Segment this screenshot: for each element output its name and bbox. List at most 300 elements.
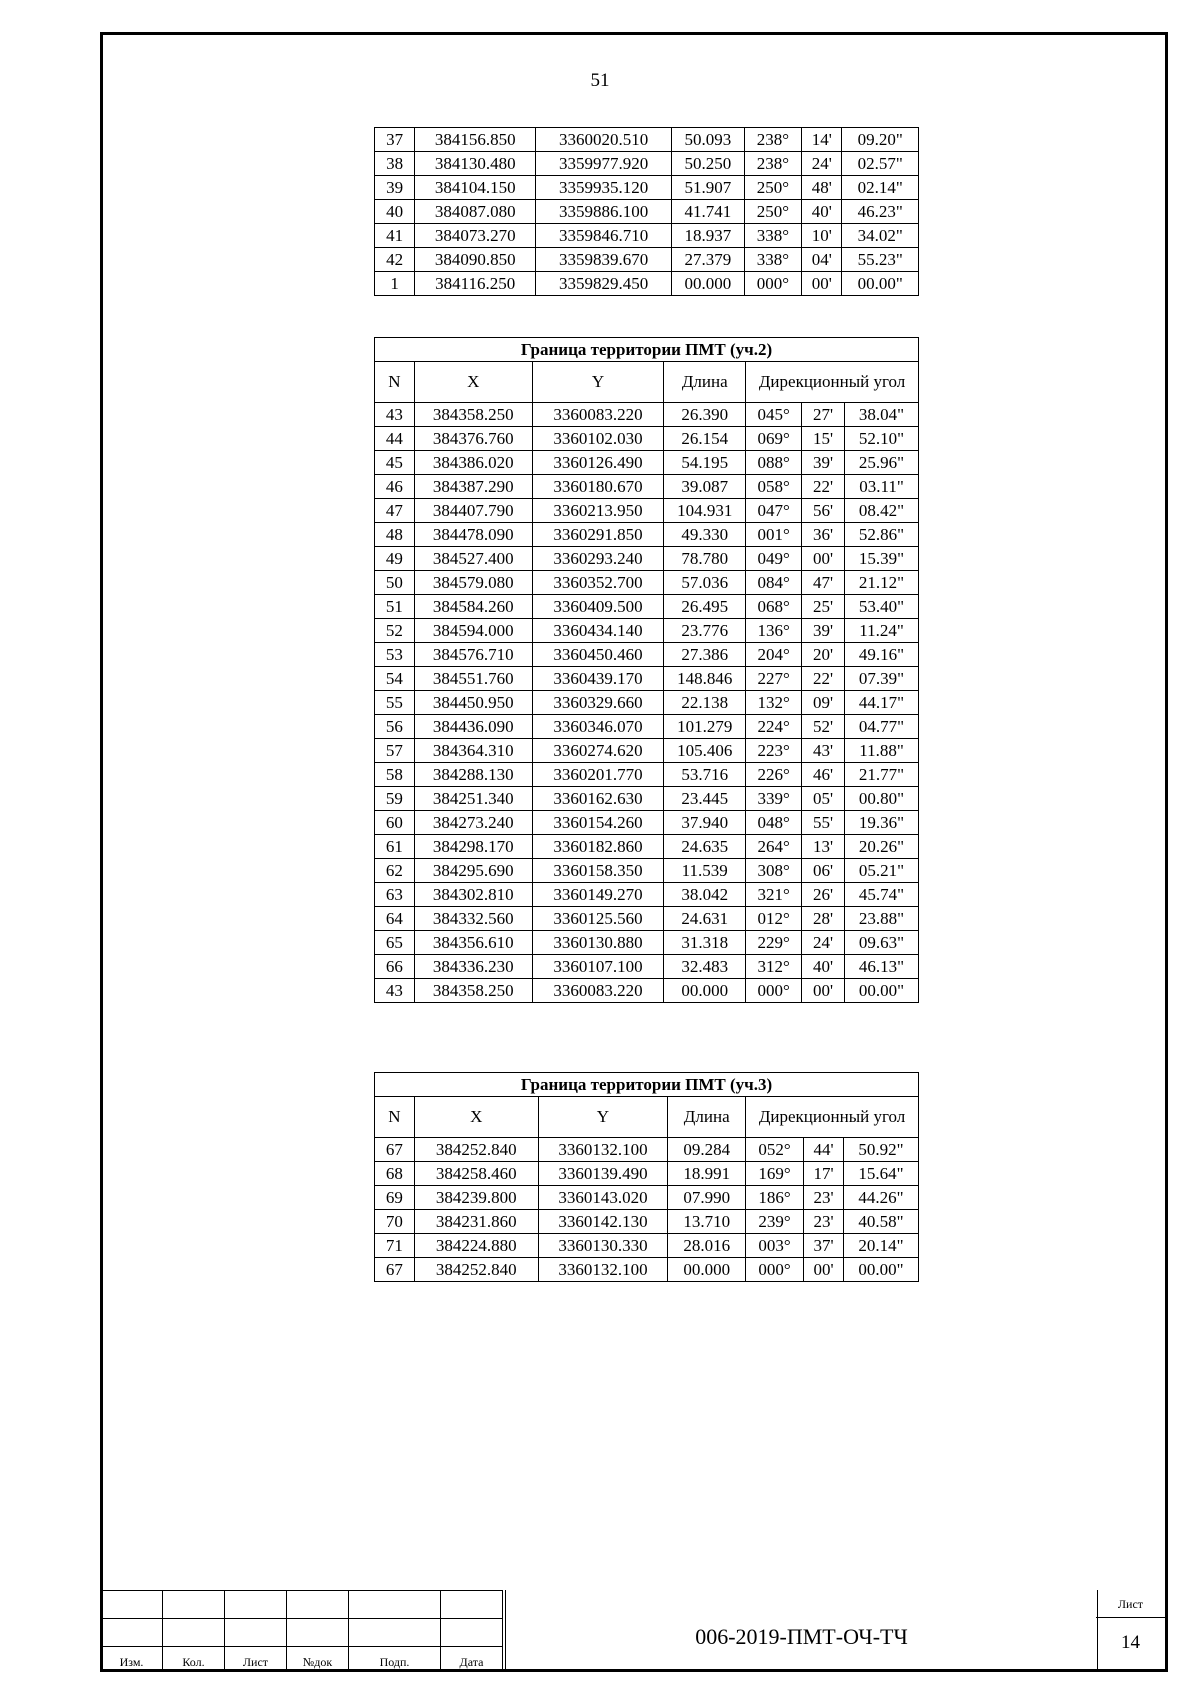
- cell-seconds: 00.00": [845, 979, 919, 1003]
- cell-n: 69: [375, 1186, 415, 1210]
- cell-n: 58: [375, 763, 415, 787]
- cell-length: 50.250: [672, 152, 745, 176]
- table-row: [375, 499, 919, 523]
- cell-length: 18.937: [672, 224, 745, 248]
- cell-length: 09.284: [668, 1138, 746, 1162]
- cell-n: 53: [375, 643, 415, 667]
- revision-grid: [100, 1590, 503, 1671]
- cell-seconds: 40.58": [844, 1210, 919, 1234]
- cell-y: 3360291.850: [532, 523, 664, 547]
- table-row: [375, 715, 919, 739]
- table-row: [375, 571, 919, 595]
- cell-seconds: 04.77": [845, 715, 919, 739]
- cell-degrees: 048°: [746, 811, 802, 835]
- cell-length: 51.907: [672, 176, 745, 200]
- cell-seconds: 05.21": [845, 859, 919, 883]
- cell-minutes: 55': [802, 811, 845, 835]
- cell-n: 44: [375, 427, 415, 451]
- table-3-title: Граница территории ПМТ (уч.3): [375, 1073, 919, 1097]
- stamp-column-label: Дата: [441, 1647, 503, 1671]
- cell-degrees: 238°: [744, 128, 801, 152]
- cell-seconds: 21.77": [845, 763, 919, 787]
- cell-degrees: 045°: [746, 403, 802, 427]
- cell-length: 31.318: [664, 931, 746, 955]
- table-row: [375, 739, 919, 763]
- cell-length: 105.406: [664, 739, 746, 763]
- cell-length: 148.846: [664, 667, 746, 691]
- cell-length: 32.483: [664, 955, 746, 979]
- cell-seconds: 45.74": [845, 883, 919, 907]
- cell-y: 3360201.770: [532, 763, 664, 787]
- cell-x: 384130.480: [415, 152, 536, 176]
- cell-x: 384551.760: [414, 667, 532, 691]
- stamp-column-label: №док: [287, 1647, 349, 1671]
- cell-degrees: 229°: [746, 931, 802, 955]
- cell-seconds: 46.13": [845, 955, 919, 979]
- cell-y: 3359935.120: [536, 176, 672, 200]
- cell-seconds: 38.04": [845, 403, 919, 427]
- cell-length: 28.016: [668, 1234, 746, 1258]
- cell-length: 24.635: [664, 835, 746, 859]
- cell-seconds: 02.57": [842, 152, 919, 176]
- cell-y: 3360450.460: [532, 643, 664, 667]
- header-x: X: [414, 362, 532, 403]
- table-row: [375, 451, 919, 475]
- cell-y: 3359846.710: [536, 224, 672, 248]
- cell-n: 68: [375, 1162, 415, 1186]
- cell-degrees: 132°: [746, 691, 802, 715]
- cell-y: 3360139.490: [538, 1162, 668, 1186]
- cell-length: 18.991: [668, 1162, 746, 1186]
- cell-n: 40: [375, 200, 415, 224]
- cell-x: 384073.270: [415, 224, 536, 248]
- cell-x: 384295.690: [414, 859, 532, 883]
- page-number: 51: [590, 70, 610, 91]
- table-row: [375, 859, 919, 883]
- cell-minutes: 22': [802, 475, 845, 499]
- cell-x: 384407.790: [414, 499, 532, 523]
- title-block: [100, 1590, 1168, 1672]
- cell-minutes: 52': [802, 715, 845, 739]
- cell-minutes: 40': [802, 955, 845, 979]
- cell-n: 67: [375, 1258, 415, 1282]
- sheet-label: Лист: [1096, 1590, 1165, 1618]
- cell-y: 3360434.140: [532, 619, 664, 643]
- cell-x: 384298.170: [414, 835, 532, 859]
- cell-minutes: 00': [802, 979, 845, 1003]
- cell-n: 46: [375, 475, 415, 499]
- cell-minutes: 22': [802, 667, 845, 691]
- cell-n: 59: [375, 787, 415, 811]
- cell-seconds: 19.36": [845, 811, 919, 835]
- stamp-column-label: Кол.: [163, 1647, 225, 1671]
- cell-length: 101.279: [664, 715, 746, 739]
- cell-degrees: 084°: [746, 571, 802, 595]
- document-code: 006-2019-ПМТ-ОЧ-ТЧ: [505, 1590, 1098, 1672]
- cell-y: 3360083.220: [532, 403, 664, 427]
- cell-degrees: 321°: [746, 883, 802, 907]
- cell-minutes: 44': [804, 1138, 844, 1162]
- cell-x: 384302.810: [414, 883, 532, 907]
- cell-n: 37: [375, 128, 415, 152]
- table-row: [375, 1210, 919, 1234]
- stamp-column-label: Подп.: [349, 1647, 441, 1671]
- cell-length: 38.042: [664, 883, 746, 907]
- cell-minutes: 20': [802, 643, 845, 667]
- cell-y: 3360346.070: [532, 715, 664, 739]
- table-row: [375, 200, 919, 224]
- table-row: [375, 1186, 919, 1210]
- cell-seconds: 00.00": [844, 1258, 919, 1282]
- cell-degrees: 250°: [744, 176, 801, 200]
- cell-n: 52: [375, 619, 415, 643]
- cell-x: 384252.840: [414, 1138, 538, 1162]
- sheet-box: [1096, 1590, 1165, 1669]
- table-row: [375, 619, 919, 643]
- table-row: [375, 475, 919, 499]
- cell-degrees: 186°: [746, 1186, 804, 1210]
- stamp-column-label: Лист: [225, 1647, 287, 1671]
- cell-minutes: 46': [802, 763, 845, 787]
- cell-length: 24.631: [664, 907, 746, 931]
- cell-x: 384450.950: [414, 691, 532, 715]
- cell-n: 39: [375, 176, 415, 200]
- cell-x: 384436.090: [414, 715, 532, 739]
- cell-seconds: 11.88": [845, 739, 919, 763]
- table-row: [375, 811, 919, 835]
- coordinates-table-3: [374, 1072, 919, 1282]
- cell-minutes: 48': [802, 176, 842, 200]
- cell-y: 3360182.860: [532, 835, 664, 859]
- cell-seconds: 25.96": [845, 451, 919, 475]
- cell-n: 43: [375, 403, 415, 427]
- table-2-title: Граница территории ПМТ (уч.2): [375, 338, 919, 362]
- cell-minutes: 39': [802, 451, 845, 475]
- cell-x: 384116.250: [415, 272, 536, 296]
- cell-y: 3360126.490: [532, 451, 664, 475]
- cell-minutes: 24': [802, 931, 845, 955]
- cell-y: 3360125.560: [532, 907, 664, 931]
- cell-seconds: 21.12": [845, 571, 919, 595]
- cell-minutes: 14': [802, 128, 842, 152]
- cell-length: 00.000: [664, 979, 746, 1003]
- cell-degrees: 227°: [746, 667, 802, 691]
- cell-degrees: 250°: [744, 200, 801, 224]
- header-length: Длина: [664, 362, 746, 403]
- cell-length: 104.931: [664, 499, 746, 523]
- cell-n: 42: [375, 248, 415, 272]
- cell-x: 384252.840: [414, 1258, 538, 1282]
- cell-length: 27.386: [664, 643, 746, 667]
- coordinates-table-1: [374, 127, 919, 296]
- cell-length: 00.000: [668, 1258, 746, 1282]
- cell-y: 3360274.620: [532, 739, 664, 763]
- cell-length: 13.710: [668, 1210, 746, 1234]
- cell-minutes: 09': [802, 691, 845, 715]
- cell-n: 50: [375, 571, 415, 595]
- cell-minutes: 37': [804, 1234, 844, 1258]
- table-row: [375, 883, 919, 907]
- cell-x: 384224.880: [414, 1234, 538, 1258]
- cell-length: 37.940: [664, 811, 746, 835]
- cell-seconds: 46.23": [842, 200, 919, 224]
- cell-degrees: 239°: [746, 1210, 804, 1234]
- cell-seconds: 09.20": [842, 128, 919, 152]
- cell-degrees: 068°: [746, 595, 802, 619]
- table-row: [375, 763, 919, 787]
- cell-y: 3359829.450: [536, 272, 672, 296]
- cell-n: 71: [375, 1234, 415, 1258]
- cell-degrees: 047°: [746, 499, 802, 523]
- table-row: [375, 691, 919, 715]
- cell-minutes: 17': [804, 1162, 844, 1186]
- cell-y: 3360439.170: [532, 667, 664, 691]
- cell-n: 61: [375, 835, 415, 859]
- table-row: [375, 248, 919, 272]
- cell-y: 3360107.100: [532, 955, 664, 979]
- cell-length: 22.138: [664, 691, 746, 715]
- cell-minutes: 26': [802, 883, 845, 907]
- table-row: [375, 787, 919, 811]
- cell-length: 50.093: [672, 128, 745, 152]
- cell-length: 23.776: [664, 619, 746, 643]
- cell-n: 55: [375, 691, 415, 715]
- cell-y: 3360213.950: [532, 499, 664, 523]
- cell-x: 384376.760: [414, 427, 532, 451]
- cell-length: 23.445: [664, 787, 746, 811]
- cell-x: 384288.130: [414, 763, 532, 787]
- cell-y: 3360102.030: [532, 427, 664, 451]
- cell-minutes: 15': [802, 427, 845, 451]
- cell-minutes: 24': [802, 152, 842, 176]
- cell-degrees: 000°: [744, 272, 801, 296]
- cell-length: 39.087: [664, 475, 746, 499]
- cell-y: 3360149.270: [532, 883, 664, 907]
- cell-seconds: 50.92": [844, 1138, 919, 1162]
- cell-minutes: 47': [802, 571, 845, 595]
- table-row: [375, 667, 919, 691]
- cell-y: 3360180.670: [532, 475, 664, 499]
- cell-n: 45: [375, 451, 415, 475]
- header-n: N: [375, 1097, 415, 1138]
- cell-x: 384239.800: [414, 1186, 538, 1210]
- cell-degrees: 204°: [746, 643, 802, 667]
- cell-y: 3360130.880: [532, 931, 664, 955]
- table-row: [375, 835, 919, 859]
- cell-n: 51: [375, 595, 415, 619]
- table-row: [375, 427, 919, 451]
- cell-degrees: 088°: [746, 451, 802, 475]
- cell-n: 64: [375, 907, 415, 931]
- cell-n: 47: [375, 499, 415, 523]
- cell-length: 49.330: [664, 523, 746, 547]
- cell-seconds: 52.10": [845, 427, 919, 451]
- cell-degrees: 226°: [746, 763, 802, 787]
- cell-seconds: 20.26": [845, 835, 919, 859]
- cell-y: 3360142.130: [538, 1210, 668, 1234]
- table-row: [375, 523, 919, 547]
- cell-x: 384579.080: [414, 571, 532, 595]
- table-row: [375, 1258, 919, 1282]
- cell-degrees: 000°: [746, 1258, 804, 1282]
- cell-y: 3360130.330: [538, 1234, 668, 1258]
- header-x: X: [414, 1097, 538, 1138]
- table-row: [375, 547, 919, 571]
- table-row: [375, 1162, 919, 1186]
- cell-x: 384104.150: [415, 176, 536, 200]
- cell-degrees: 049°: [746, 547, 802, 571]
- cell-x: 384251.340: [414, 787, 532, 811]
- cell-n: 49: [375, 547, 415, 571]
- cell-degrees: 012°: [746, 907, 802, 931]
- cell-minutes: 25': [802, 595, 845, 619]
- cell-length: 53.716: [664, 763, 746, 787]
- cell-degrees: 308°: [746, 859, 802, 883]
- cell-seconds: 11.24": [845, 619, 919, 643]
- cell-n: 56: [375, 715, 415, 739]
- cell-degrees: 001°: [746, 523, 802, 547]
- cell-seconds: 49.16": [845, 643, 919, 667]
- cell-minutes: 36': [802, 523, 845, 547]
- table-row: [375, 1138, 919, 1162]
- cell-minutes: 06': [802, 859, 845, 883]
- cell-n: 65: [375, 931, 415, 955]
- cell-x: 384273.240: [414, 811, 532, 835]
- cell-minutes: 10': [802, 224, 842, 248]
- cell-length: 78.780: [664, 547, 746, 571]
- cell-y: 3360020.510: [536, 128, 672, 152]
- sheet-number: 14: [1121, 1632, 1140, 1653]
- cell-minutes: 40': [802, 200, 842, 224]
- cell-minutes: 00': [804, 1258, 844, 1282]
- cell-x: 384387.290: [414, 475, 532, 499]
- cell-minutes: 39': [802, 619, 845, 643]
- cell-x: 384258.460: [414, 1162, 538, 1186]
- cell-minutes: 27': [802, 403, 845, 427]
- cell-minutes: 04': [802, 248, 842, 272]
- cell-seconds: 20.14": [844, 1234, 919, 1258]
- table-row: [375, 128, 919, 152]
- table-row: [375, 955, 919, 979]
- cell-seconds: 02.14": [842, 176, 919, 200]
- cell-minutes: 56': [802, 499, 845, 523]
- header-y: Y: [538, 1097, 668, 1138]
- cell-degrees: 058°: [746, 475, 802, 499]
- cell-y: 3360409.500: [532, 595, 664, 619]
- cell-minutes: 23': [804, 1186, 844, 1210]
- cell-y: 3359886.100: [536, 200, 672, 224]
- cell-degrees: 169°: [746, 1162, 804, 1186]
- cell-length: 57.036: [664, 571, 746, 595]
- cell-minutes: 28': [802, 907, 845, 931]
- cell-degrees: 052°: [746, 1138, 804, 1162]
- cell-seconds: 15.39": [845, 547, 919, 571]
- cell-length: 41.741: [672, 200, 745, 224]
- cell-length: 00.000: [672, 272, 745, 296]
- cell-seconds: 53.40": [845, 595, 919, 619]
- cell-seconds: 15.64": [844, 1162, 919, 1186]
- cell-y: 3360158.350: [532, 859, 664, 883]
- cell-minutes: 00': [802, 272, 842, 296]
- cell-x: 384364.310: [414, 739, 532, 763]
- cell-n: 1: [375, 272, 415, 296]
- cell-n: 62: [375, 859, 415, 883]
- cell-minutes: 13': [802, 835, 845, 859]
- table-row: [375, 979, 919, 1003]
- cell-x: 384087.080: [415, 200, 536, 224]
- table-row: [375, 907, 919, 931]
- table-row: [375, 595, 919, 619]
- cell-n: 63: [375, 883, 415, 907]
- cell-degrees: 338°: [744, 224, 801, 248]
- cell-minutes: 00': [802, 547, 845, 571]
- cell-seconds: 55.23": [842, 248, 919, 272]
- cell-seconds: 34.02": [842, 224, 919, 248]
- cell-y: 3360154.260: [532, 811, 664, 835]
- cell-y: 3360162.630: [532, 787, 664, 811]
- cell-x: 384356.610: [414, 931, 532, 955]
- cell-n: 41: [375, 224, 415, 248]
- table-row: [375, 224, 919, 248]
- cell-degrees: 312°: [746, 955, 802, 979]
- cell-n: 57: [375, 739, 415, 763]
- cell-n: 70: [375, 1210, 415, 1234]
- coordinates-table-2: [374, 337, 919, 1003]
- cell-length: 26.390: [664, 403, 746, 427]
- table-row: [375, 643, 919, 667]
- table-row: [375, 931, 919, 955]
- cell-n: 43: [375, 979, 415, 1003]
- header-angle: Дирекционный угол: [746, 1097, 919, 1138]
- cell-degrees: 003°: [746, 1234, 804, 1258]
- cell-seconds: 08.42": [845, 499, 919, 523]
- cell-degrees: 223°: [746, 739, 802, 763]
- cell-x: 384090.850: [415, 248, 536, 272]
- header-y: Y: [532, 362, 664, 403]
- cell-n: 54: [375, 667, 415, 691]
- cell-y: 3359977.920: [536, 152, 672, 176]
- cell-x: 384576.710: [414, 643, 532, 667]
- cell-n: 67: [375, 1138, 415, 1162]
- cell-seconds: 52.86": [845, 523, 919, 547]
- cell-y: 3360293.240: [532, 547, 664, 571]
- cell-length: 26.495: [664, 595, 746, 619]
- cell-y: 3360132.100: [538, 1258, 668, 1282]
- table-row: [375, 152, 919, 176]
- cell-y: 3360143.020: [538, 1186, 668, 1210]
- cell-x: 384584.260: [414, 595, 532, 619]
- cell-x: 384358.250: [414, 403, 532, 427]
- cell-seconds: 00.00": [842, 272, 919, 296]
- cell-y: 3360083.220: [532, 979, 664, 1003]
- cell-y: 3360352.700: [532, 571, 664, 595]
- cell-y: 3360329.660: [532, 691, 664, 715]
- header-length: Длина: [668, 1097, 746, 1138]
- cell-degrees: 338°: [744, 248, 801, 272]
- cell-minutes: 43': [802, 739, 845, 763]
- cell-seconds: 44.17": [845, 691, 919, 715]
- cell-n: 60: [375, 811, 415, 835]
- cell-degrees: 069°: [746, 427, 802, 451]
- stamp-column-label: Изм.: [101, 1647, 163, 1671]
- cell-x: 384332.560: [414, 907, 532, 931]
- cell-x: 384336.230: [414, 955, 532, 979]
- cell-minutes: 05': [802, 787, 845, 811]
- cell-length: 11.539: [664, 859, 746, 883]
- cell-n: 38: [375, 152, 415, 176]
- cell-x: 384231.860: [414, 1210, 538, 1234]
- table-row: [375, 403, 919, 427]
